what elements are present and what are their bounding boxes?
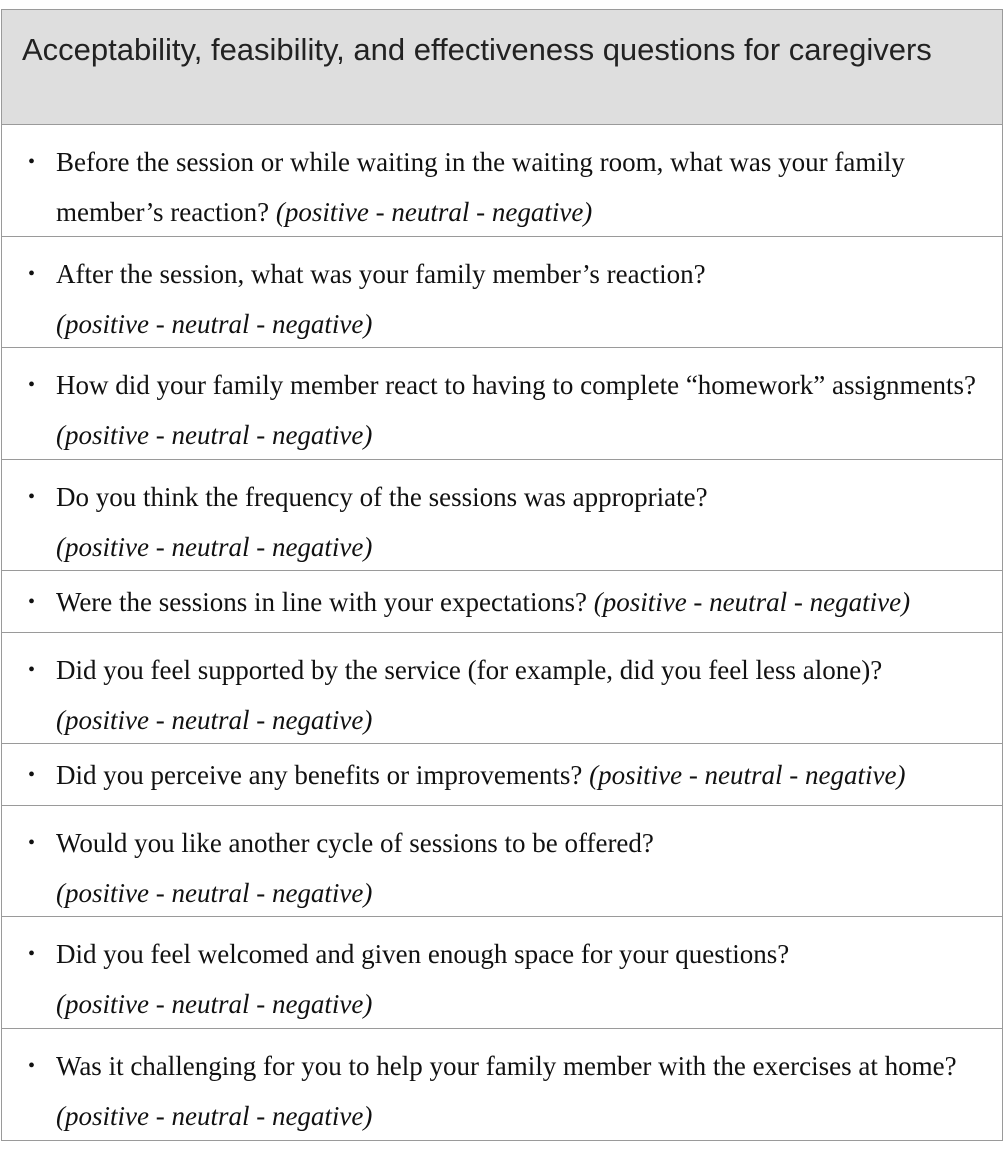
question-label: After the session, what was your family member’s reaction? (56, 258, 706, 289)
response-scale: (positive - neutral - negative) (275, 197, 593, 227)
question-text (56, 249, 982, 349)
response-scale: (positive - neutral - negative) (56, 308, 373, 339)
question-text (56, 1041, 982, 1141)
table-row (2, 744, 1002, 806)
bullet-icon: • (28, 831, 36, 854)
bullet-icon: • (28, 374, 36, 396)
bullet-icon: • (28, 1054, 36, 1077)
bullet-icon: • (28, 485, 36, 508)
response-scale: (positive - neutral - negative) (56, 531, 373, 562)
question-label: Was it challenging for you to help your family member with the exercises at home? (56, 1050, 957, 1081)
table-row (2, 917, 1002, 1029)
bullet-icon: • (28, 151, 36, 173)
table-header: Acceptability, feasibility, and effectiveness questions for caregivers (2, 10, 1002, 125)
question-label: Did you feel welcomed and given enough space for your questions? (56, 939, 790, 969)
question-label: Do you think the frequency of the sessions was appropriate? (56, 481, 708, 512)
question-text (56, 750, 982, 800)
bullet-icon: • (28, 262, 36, 285)
response-scale: (positive - neutral - negative) (56, 1100, 373, 1131)
table-row (2, 1029, 1002, 1141)
question-label: Would you like another cycle of sessions to be offered? (56, 827, 654, 858)
question-text (56, 818, 982, 918)
response-scale: (positive - neutral - negative) (56, 877, 373, 908)
questions-table (1, 9, 1003, 1141)
bullet-icon: • (28, 591, 36, 613)
response-scale: (positive - neutral - negative) (56, 989, 373, 1019)
response-scale: (positive - neutral - negative) (56, 420, 373, 450)
question-text (56, 645, 982, 745)
table-row (2, 125, 1002, 237)
response-scale: (positive - neutral - negative) (589, 760, 906, 790)
question-label: How did your family member react to having to complete “homework” assignments? (56, 370, 976, 400)
question-label: Did you perceive any benefits or improvements? (56, 760, 583, 790)
question-label: Before the session or while waiting in the waiting room, what was your family member’s reaction? (56, 147, 905, 227)
table-row (2, 571, 1002, 633)
table-row (2, 348, 1002, 460)
question-text (56, 360, 982, 460)
question-text (56, 472, 982, 572)
bullet-icon: • (28, 658, 36, 681)
bullet-icon: • (28, 764, 36, 786)
question-text (56, 929, 982, 1029)
table-row (2, 633, 1002, 745)
question-label: Did you feel supported by the service (for example, did you feel less alone)? (56, 654, 883, 685)
question-text (56, 577, 982, 627)
table-row (2, 806, 1002, 918)
question-label: Were the sessions in line with your expectations? (56, 587, 587, 617)
response-scale: (positive - neutral - negative) (56, 704, 373, 735)
table-row (2, 237, 1002, 349)
response-scale: (positive - neutral - negative) (593, 587, 911, 617)
question-text (56, 137, 982, 237)
table-row (2, 460, 1002, 572)
bullet-icon: • (28, 943, 36, 965)
